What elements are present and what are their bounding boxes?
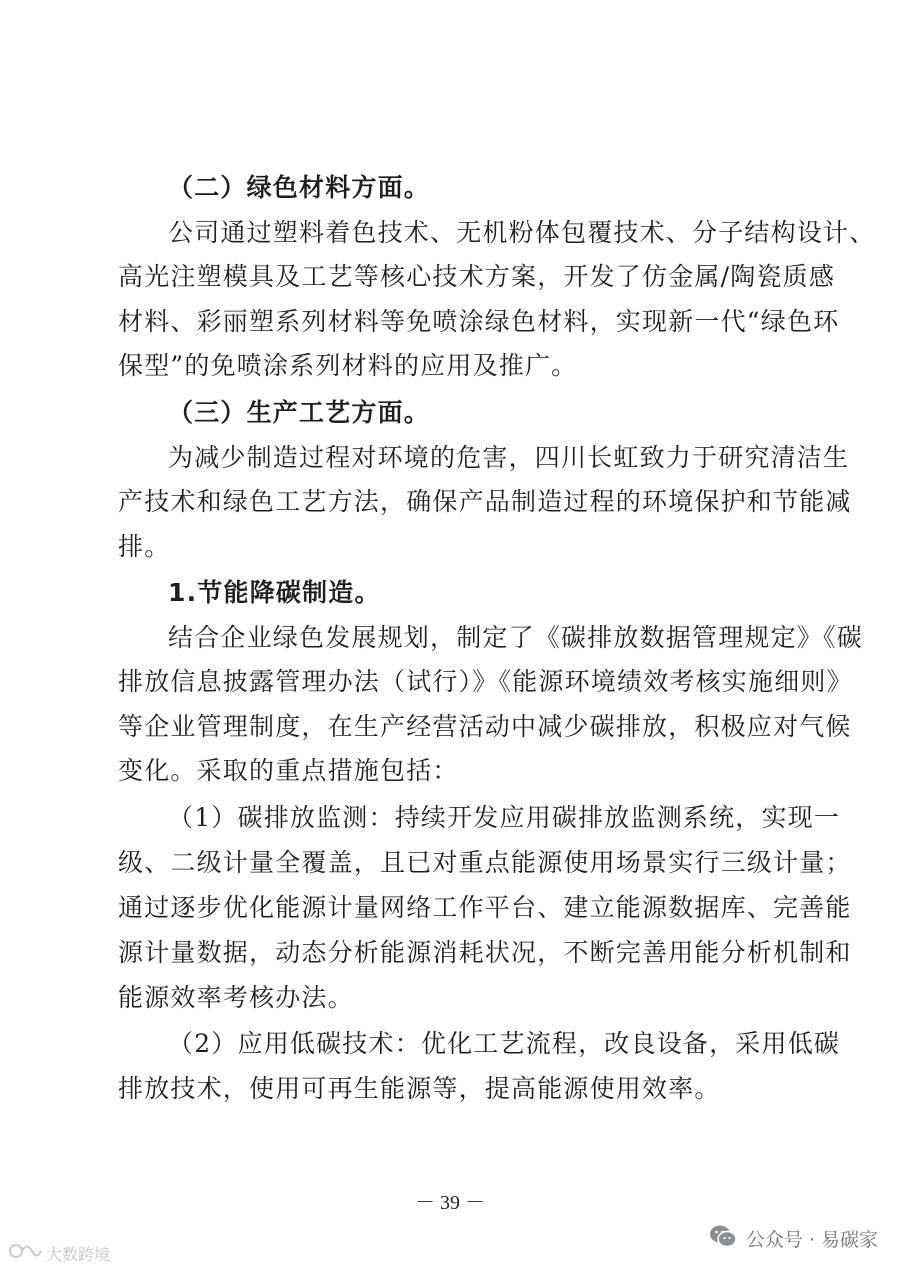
section-heading-materials: （二）绿色材料方面。 [168,173,431,202]
page-number: － 39 － [415,1192,485,1214]
watermark-right [708,1222,878,1254]
paragraph-line: 级、二级计量全覆盖，且已对重点能源使用场景实行三级计量； [118,848,852,877]
paragraph-line: 材料、彩丽塑系列材料等免喷涂绿色材料，实现新一代“绿色环 [118,307,840,336]
paragraph-line: 变化。采取的重点措施包括： [118,756,459,785]
paragraph-line: 等企业管理制度，在生产经营活动中减少碳排放，积极应对气候 [118,712,852,741]
paragraph-line: 结合企业绿色发展规划，制定了《碳排放数据管理规定》《碳 [168,623,863,652]
paragraph-line: （2）应用低碳技术：优化工艺流程，改良设备，采用低碳 [168,1029,841,1058]
paragraph-line: 排放信息披露管理办法（试行）》《能源环境绩效考核实施细则》 [118,667,853,696]
paragraph-line: 排。 [118,532,171,561]
paragraph-line: 源计量数据，动态分析能源消耗状况，不断完善用能分析机制和 [118,938,852,967]
paragraph-line: 保型”的免喷涂系列材料的应用及推广。 [118,351,578,380]
paragraph-line: （1）碳排放监测：持续开发应用碳排放监测系统，实现一 [168,803,841,832]
paragraph-line: 公司通过塑料着色技术、无机粉体包覆技术、分子结构设计、 [168,218,876,247]
paragraph-line: 高光注塑模具及工艺等核心技术方案，开发了仿金属/陶瓷质感 [118,262,836,291]
watermark-left-text: 大数跨境 [46,1244,111,1264]
paragraph-line: 排放技术，使用可再生能源等，提高能源使用效率。 [118,1074,721,1103]
logo-icon [8,1241,42,1265]
paragraph-line: 为减少制造过程对环境的危害，四川长虹致力于研究清洁生 [168,443,850,472]
paragraph-line: 产技术和绿色工艺方法，确保产品制造过程的环境保护和节能减 [118,487,852,516]
subsection-heading-energy: 1.节能降碳制造。 [168,578,381,607]
watermark-right-text: 公众号 · 易碳家 [745,1228,878,1251]
watermark-left [8,1240,110,1266]
paragraph-line: 通过逐步优化能源计量网络工作平台、建立能源数据库、完善能 [118,893,852,922]
section-heading-process: （三）生产工艺方面。 [168,398,431,427]
wechat-icon [708,1223,738,1254]
paragraph-line: 能源效率考核办法。 [118,983,354,1012]
